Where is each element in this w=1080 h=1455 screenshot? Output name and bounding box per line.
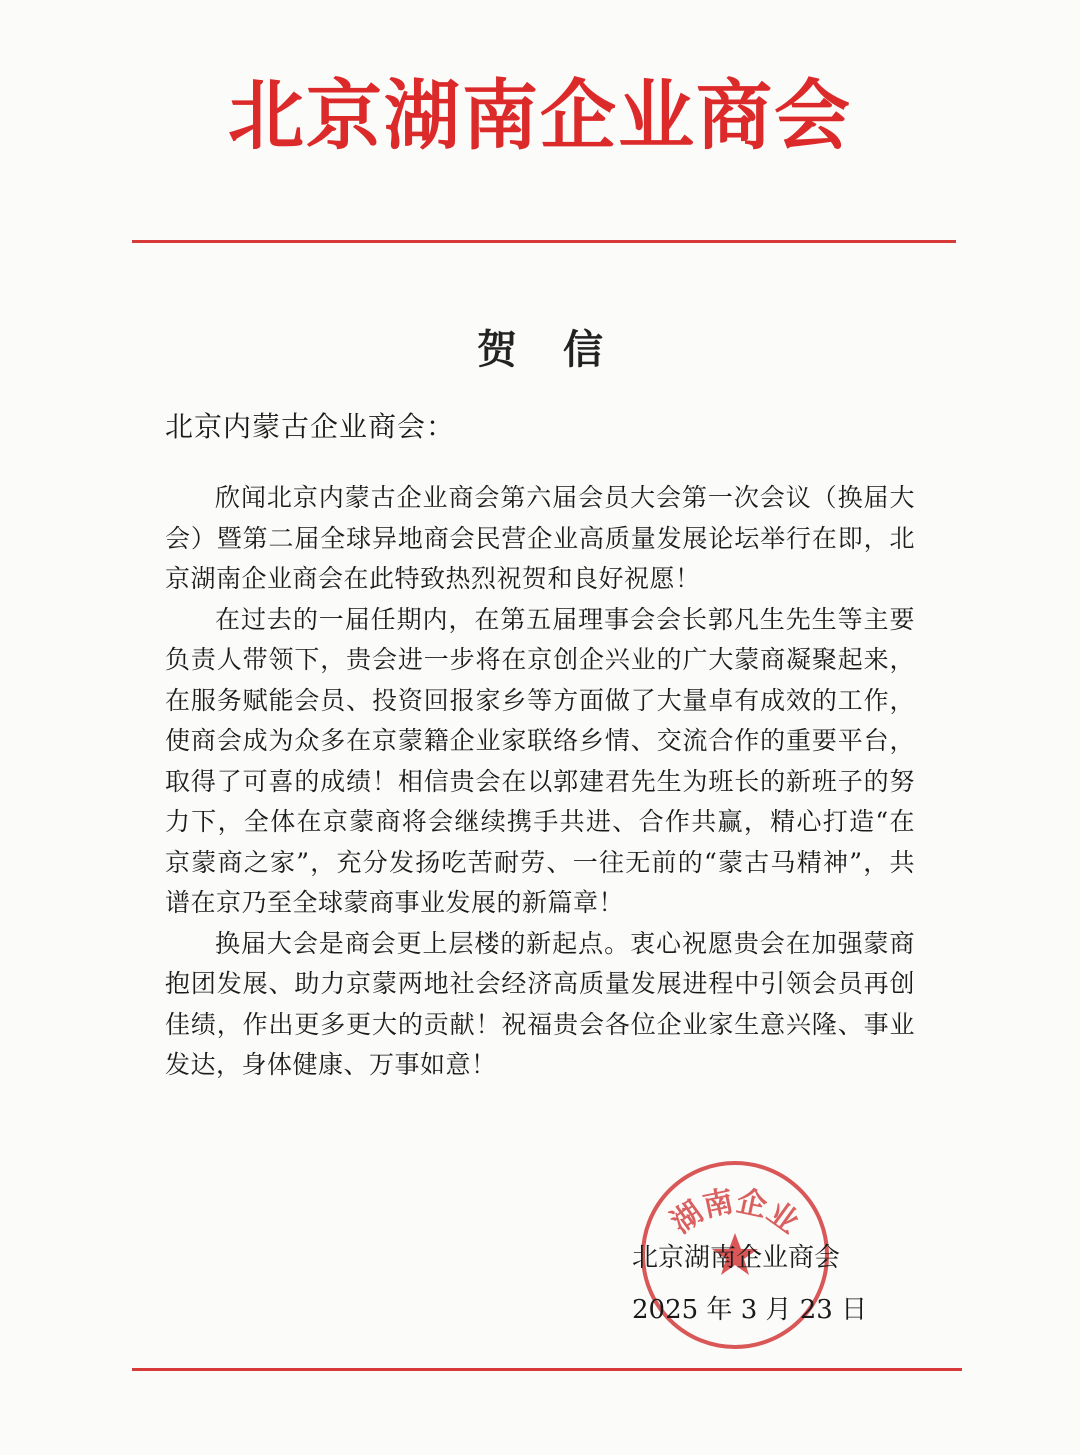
paragraph-3: 换届大会是商会更上层楼的新起点。衷心祝愿贵会在加强蒙商抱团发展、助力京蒙两地社会经济高质量发展进程中引领会员再创佳绩，作出更多更大的贡献！祝福贵会各位企业家生意兴隆、事业发达，身体健康、万事如意！ bbox=[165, 928, 915, 1079]
signature-date: 2025 年 3 月 23 日 bbox=[632, 1295, 868, 1325]
paragraph-1: 欣闻北京内蒙古企业商会第六届会员大会第一次会议（换届大会）暨第二届全球异地商会民营企业高质量发展论坛举行在即，北京湖南企业商会在此特致热烈祝贺和良好祝愿！ bbox=[165, 483, 915, 593]
salutation: 北京内蒙古企业商会： bbox=[165, 410, 456, 443]
seal-text: 湖南企业 bbox=[664, 1183, 806, 1241]
letterhead-org-name: 北京湖南企业商会 bbox=[228, 71, 852, 160]
letterhead-divider bbox=[132, 240, 956, 243]
paragraph-2: 在过去的一届任期内，在第五届理事会会长郭凡生先生等主要负责人带领下，贵会进一步将在京创企兴业的广大蒙商凝聚起来，在服务赋能会员、投资回报家乡等方面做了大量卓有成效的工作，使商会成为众多在京蒙籍企业家联络乡情、交流合作的重要平台，取得了可喜的成绩！相信贵会在以郭建君先生为班长的新班子的努力下，全体在京蒙商将会继续携手共进、合作共赢，精心打造“在京蒙商之家”，充分发扬吃苦耐劳、一往无前的“蒙古马精神”，共谱在京乃至全球蒙商事业发展的新篇章！ bbox=[165, 604, 915, 917]
signature-block bbox=[632, 1232, 867, 1336]
letter-body bbox=[165, 478, 915, 1086]
document-title: 贺信 bbox=[477, 326, 649, 373]
signature-org-name: 北京湖南企业商会 bbox=[632, 1243, 841, 1273]
footer-divider bbox=[132, 1368, 962, 1371]
